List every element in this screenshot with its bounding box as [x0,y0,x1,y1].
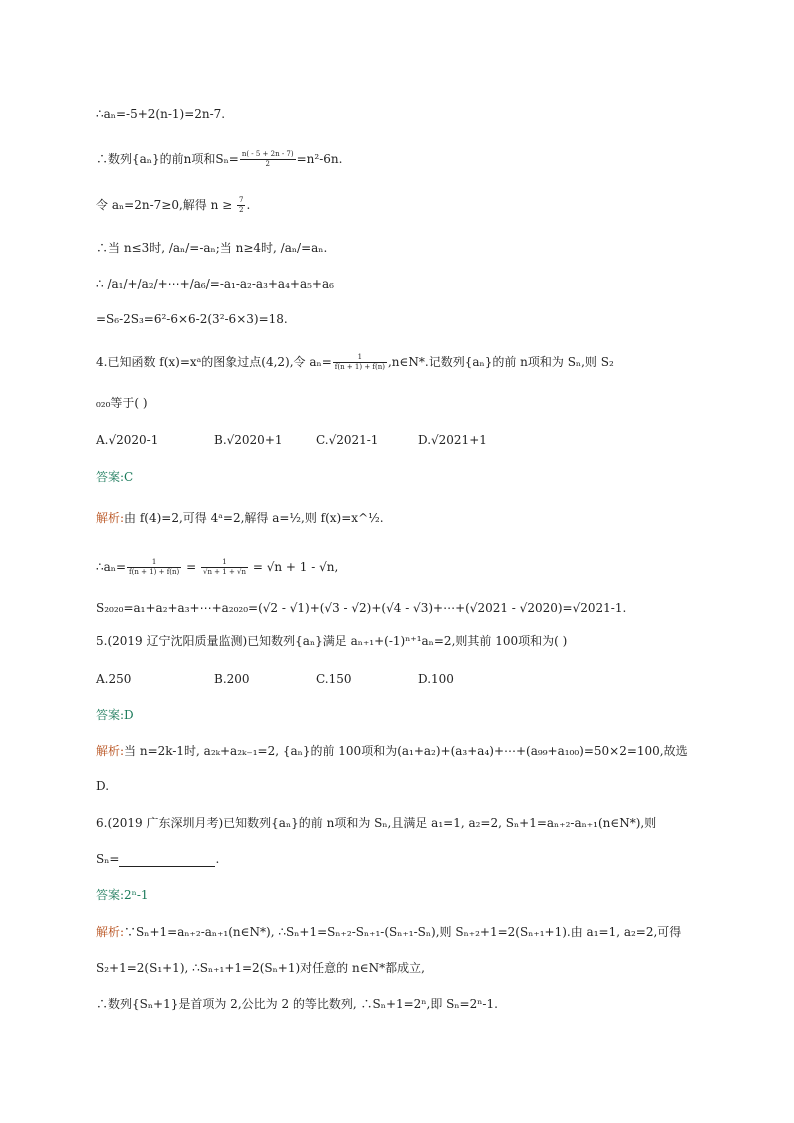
solution-6-line-3: ∴数列{Sₙ+1}是首项为 2,公比为 2 的等比数列, ∴Sₙ+1=2ⁿ,即 Sₙ=2ⁿ-1. [96,997,498,1011]
solution-line-sum: ∴数列{aₙ}的前n项和Sₙ= $\frac{n( - 5 + 2n - 7)}{2}$ =n²-6n. [96,150,343,168]
solution-line: ∴aₙ=-5+2(n-1)=2n-7. [96,107,226,121]
question-6: 6.(2019 广东深圳月考)已知数列{aₙ}的前 n项和为 Sₙ,且满足 a₁=1, a₂=2, Sₙ+1=aₙ₊₂-aₙ₊₁(n∈N*),则 [96,816,657,830]
option-c: C.150 [316,672,352,686]
question-4: 4.已知函数 f(x)=xᵃ的图象过点(4,2),令 aₙ= $\frac{1}{f(n + 1) + f(n)}$ ,n∈N*.记数列{aₙ}的前 n项和为 Sₙ,则 S₂ [96,353,614,371]
option-c: C.√2021-1 [316,433,379,447]
solution-label: 解析: [96,511,125,525]
solution-4-line-1: 解析:由 f(4)=2,可得 4ᵃ=2,解得 a=½,则 f(x)=x^½. [96,511,384,525]
question-6-continued: Sₙ= . [96,852,220,866]
question-4-continued: ₀₂₀等于( ) [96,396,148,410]
solution-5-line-2: D. [96,779,110,793]
solution-6-line-2: S₂+1=2(S₁+1), ∴Sₙ₊₁+1=2(Sₙ+1)对任意的 n∈N*都成立, [96,961,425,975]
option-b: B.200 [214,672,250,686]
question-4-options [96,432,487,448]
solution-6-line-1: 解析:∵Sₙ+1=aₙ₊₂-aₙ₊₁(n∈N*), ∴Sₙ+1=Sₙ₊₂-Sₙ₊₁-(Sₙ₊₁-Sₙ),则 Sₙ₊₂+1=2(Sₙ₊₁+1).由 a₁=1, a₂=2,可得 [96,925,682,939]
option-d: D.100 [418,672,454,686]
option-d: D.√2021+1 [418,433,487,447]
solution-label: 解析: [96,925,125,939]
question-5-options [96,671,454,687]
solution-line: ∴ /a₁/+/a₂/+⋯+/a₆/=-a₁-a₂-a₃+a₄+a₅+a₆ [96,277,334,291]
fraction: $\frac{1}{f(n + 1) + f(n)}$ [129,558,180,576]
solution-4-line-3: S₂₀₂₀=a₁+a₂+a₃+⋯+a₂₀₂₀=(√2 - √1)+(√3 - √2)+(√4 - √3)+⋯+(√2021 - √2020)=√2021-1. [96,601,627,615]
option-a: A.√2020-1 [96,433,159,447]
solution-4-line-2: ∴aₙ= $\frac{1}{f(n + 1) + f(n)}$ = $\frac{1}{√n + 1 + √n}$ = √n + 1 - √n, [96,558,339,576]
answer-5: 答案:D [96,708,134,722]
solution-line-inequality: 令 aₙ=2n-7≥0,解得 n ≥ $\frac{7}{2}$ . [96,196,251,214]
solution-5-line-1: 解析:当 n=2k-1时, a₂ₖ+a₂ₖ₋₁=2, {aₙ}的前 100项和为(a₁+a₂)+(a₃+a₄)+⋯+(a₉₉+a₁₀₀)=50×2=100,故选 [96,744,688,758]
option-b: B.√2020+1 [214,433,283,447]
solution-line: ∴当 n≤3时, /aₙ/=-aₙ;当 n≥4时, /aₙ/=aₙ. [96,241,328,255]
fraction: $\frac{1}{√n + 1 + √n}$ [202,558,247,576]
answer-4: 答案:C [96,470,134,484]
fraction: $\frac{n( - 5 + 2n - 7)}{2}$ [241,150,294,168]
answer-6: 答案:2ⁿ-1 [96,888,149,902]
option-a: A.250 [96,672,132,686]
answer-blank [119,854,215,867]
solution-label: 解析: [96,744,125,758]
solution-line: =S₆-2S₃=6²-6×6-2(3²-6×3)=18. [96,312,288,326]
question-5: 5.(2019 辽宁沈阳质量监测)已知数列{aₙ}满足 aₙ₊₁+(-1)ⁿ⁺¹aₙ=2,则其前 100项和为( ) [96,634,568,648]
fraction: $\frac{7}{2}$ [239,196,244,214]
fraction: $\frac{1}{f(n + 1) + f(n)}$ [334,353,385,371]
